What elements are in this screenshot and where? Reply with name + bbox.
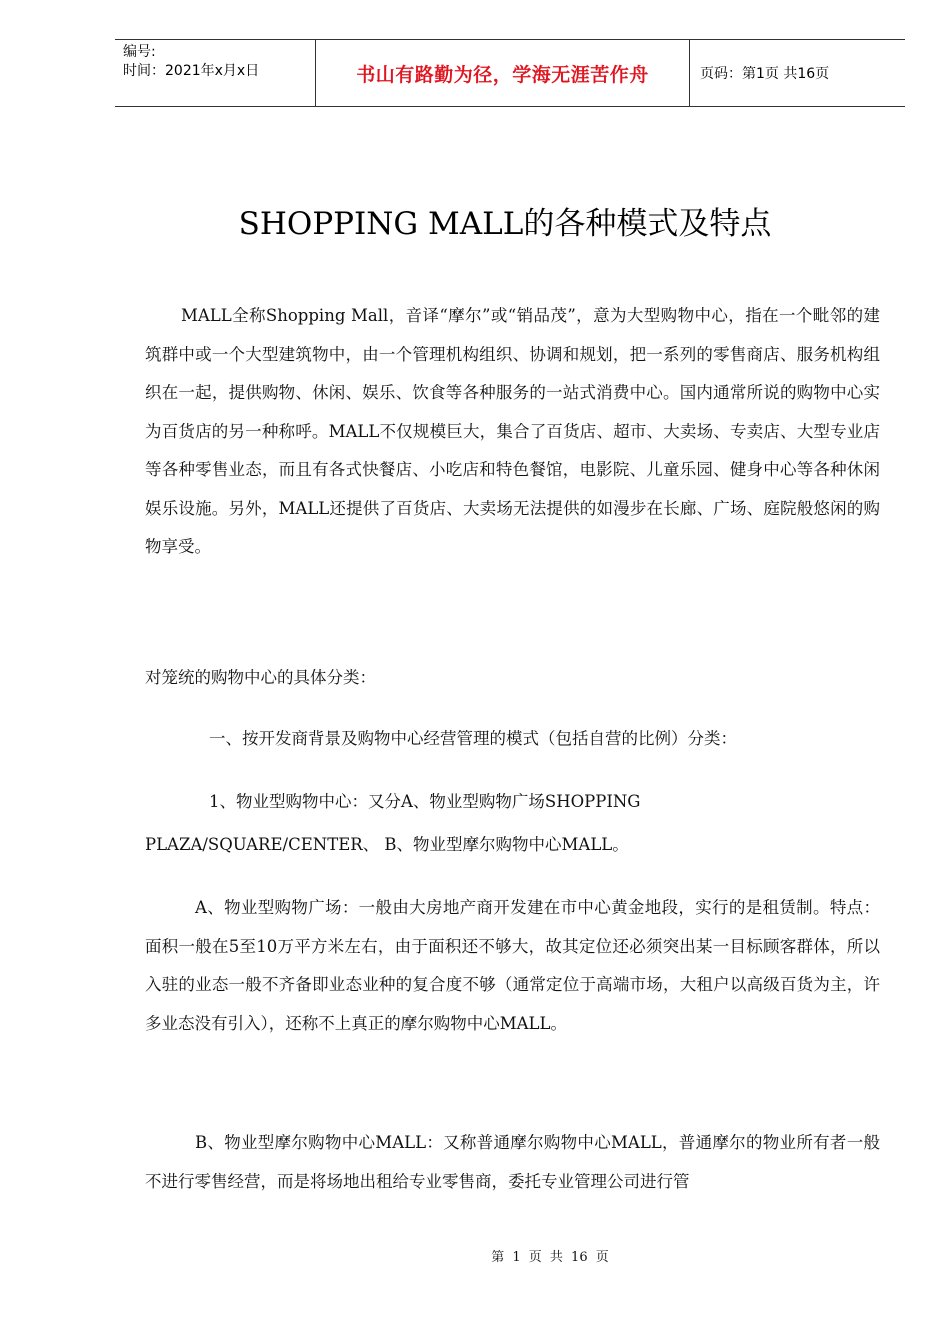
page-footer: 第 1 页 共 16 页	[491, 1250, 609, 1265]
classification-intro: 对笼统的购物中心的具体分类：	[145, 668, 376, 687]
subsection-1-line-1: 1、物业型购物中心：又分A、物业型购物广场SHOPPING	[209, 792, 641, 811]
header-meta-cell	[115, 40, 315, 106]
header-motto: 书山有路勤为径，学海无涯苦作舟	[315, 40, 690, 106]
document-header	[115, 39, 905, 107]
intro-paragraph: MALL全称Shopping Mall，音译“摩尔”或“销品茂”，意为大型购物中心，指在一个毗邻的建筑群中或一个大型建筑物中，由一个管理机构组织、协调和规划，把一系列的零售商店、服务机构组织在一起，提供购物、休闲、娱乐、饮食等各种服务的一站式消费中心。国内通常所说的购物中心实为百货店的另一种称呼。MALL不仅规模巨大，集合了百货店、超市、大卖场、专卖店、大型专业店等各种零售业态，而且有各式快餐店、小吃店和特色餐馆，电影院、儿童乐园、健身中心等各种休闲娱乐设施。另外，MALL还提供了百货店、大卖场无法提供的如漫步在长廊、广场、庭院般悠闲的购物享受。	[145, 306, 880, 556]
document-title: SHOPPING MALL的各种模式及特点	[238, 206, 772, 242]
date-label: 时间：2021年x月x日	[123, 63, 260, 79]
paragraph-a: A、物业型购物广场：一般由大房地产商开发建在市中心黄金地段，实行的是租赁制。特点：面积一般在5至10万平方米左右，由于面积还不够大，故其定位还必须突出某一目标顾客群体，所以入驻的业态一般不齐备即业态业种的复合度不够（通常定位于高端市场，大租户以高级百货为主，许多业态没有引入），还称不上真正的摩尔购物中心MALL。	[145, 898, 880, 1033]
paragraph-b: B、物业型摩尔购物中心MALL：又称普通摩尔购物中心MALL，普通摩尔的物业所有者一般不进行零售经营，而是将场地出租给专业零售商，委托专业管理公司进行管	[145, 1133, 880, 1191]
section-heading-1: 一、按开发商背景及购物中心经营管理的模式（包括自营的比例）分类：	[209, 729, 737, 748]
serial-number-label: 编号:	[123, 44, 156, 60]
subsection-1-line-2: PLAZA/SQUARE/CENTER、 B、物业型摩尔购物中心MALL。	[145, 835, 629, 854]
header-page-info: 页码：第1页 共16页	[700, 66, 830, 82]
